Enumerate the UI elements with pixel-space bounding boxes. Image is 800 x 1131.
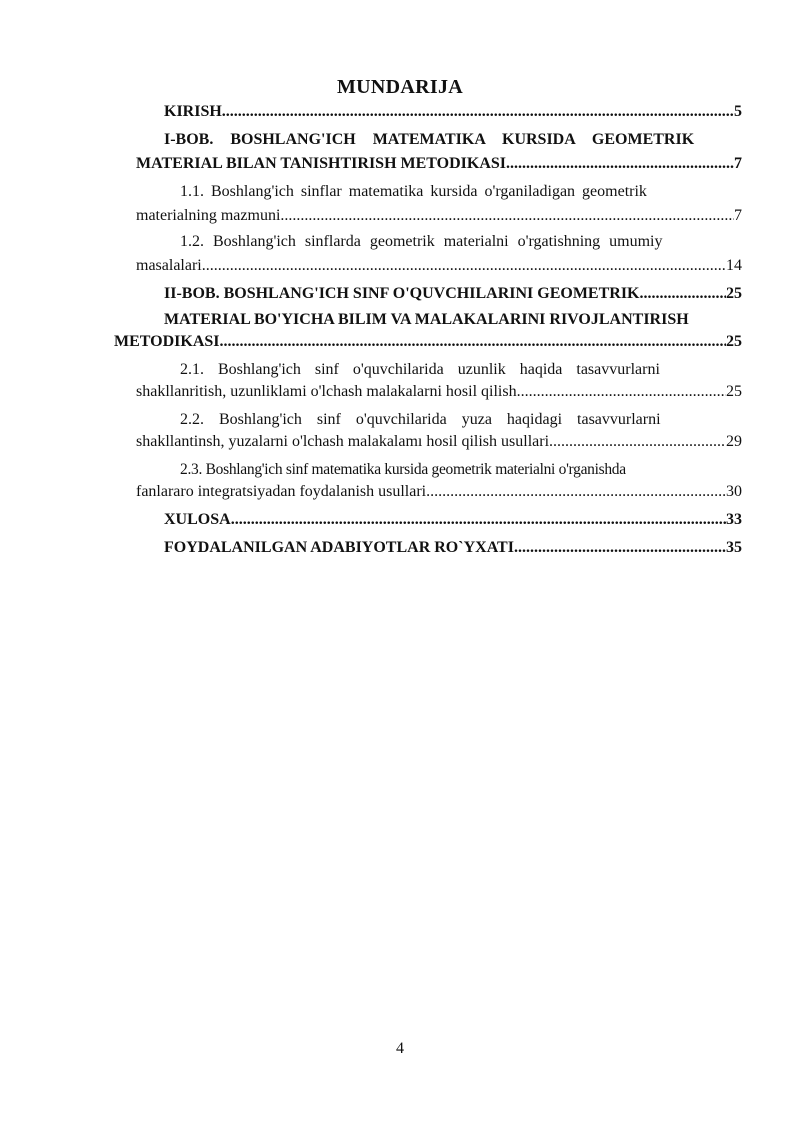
toc-page-number: 5 <box>734 103 742 120</box>
toc-page-number: 25 <box>726 383 742 400</box>
toc-leader-dots <box>222 100 734 124</box>
toc-entry-s11-line2[interactable] <box>136 204 742 228</box>
toc-entry-s23-line2[interactable] <box>136 480 742 504</box>
toc-entry-text: KIRISH <box>164 103 222 120</box>
toc-entry-bob2b-line1[interactable] <box>136 308 742 332</box>
page-number: 4 <box>396 1040 404 1057</box>
toc-entry-text: II-BOB. BOSHLANG'ICH SINF O'QUVCHILARINI GEOMETRIK <box>164 285 640 302</box>
toc-leader-dots <box>202 254 726 278</box>
toc-entry-s12-line2[interactable] <box>136 254 742 278</box>
toc-entry-s21-line2[interactable] <box>136 380 742 404</box>
toc-entry-text: FOYDALANILGAN ADABIYOTLAR RO`YXATI <box>164 539 514 556</box>
toc-page-number: 7 <box>734 155 742 172</box>
toc-leader-dots <box>514 536 726 560</box>
toc-page-number: 30 <box>726 483 742 500</box>
toc-entry-bob1-line1[interactable] <box>136 128 742 152</box>
toc-entry-s12-line1[interactable] <box>136 230 742 254</box>
toc-entry-text: 2.2. Boshlang'ich sinf o'quvchilarida yuza haqidagi tasavvurlarni <box>180 411 661 428</box>
toc-page-number: 14 <box>726 257 742 274</box>
toc-entry-s22-line1[interactable] <box>136 408 742 432</box>
toc-page-number: 29 <box>726 433 742 450</box>
toc-entry-text: shakllantinsh, yuzalarni o'lchash malakalamı hosil qilish usullari <box>136 433 550 450</box>
toc-entry-s11-line1[interactable] <box>136 180 742 204</box>
toc-entry-text: MATERIAL BILAN TANISHTIRISH METODIKASI <box>136 155 507 172</box>
toc-entry-text: 2.3. Boshlang'ich sinf matematika kursida geometrik materialni o'rganishda <box>180 461 626 478</box>
toc-entry-text: materialning mazmuni <box>136 207 281 224</box>
toc-entry-text: I-BOB. BOSHLANG'ICH MATEMATIKA KURSIDA GEOMETRIK <box>164 131 695 148</box>
toc-entry-text: 1.1. Boshlang'ich sinflar matematika kursida o'rganiladigan geometrik <box>180 183 647 200</box>
toc-entry-xulosa[interactable] <box>136 508 742 532</box>
page-title: MUNDARIJA <box>336 76 464 98</box>
toc-leader-dots <box>220 330 726 354</box>
toc-entry-bob1-line2[interactable] <box>136 152 742 176</box>
toc-entry-bob2b-line2[interactable] <box>114 330 742 354</box>
toc-entry-s21-line1[interactable] <box>136 358 742 382</box>
toc-leader-dots <box>639 282 726 306</box>
toc-leader-dots <box>426 480 726 504</box>
toc-entry-text: 1.2. Boshlang'ich sinflarda geometrik materialni o'rgatishning umumiy <box>180 233 663 250</box>
toc-leader-dots <box>506 152 734 176</box>
toc-entry-text: METODIKASI <box>114 333 220 350</box>
toc-entry-s23-line1[interactable] <box>136 458 742 482</box>
toc-entry-text: masalalari <box>136 257 202 274</box>
toc-entry-bob2a[interactable] <box>136 282 742 306</box>
toc-entry-text: fanlararo integratsiyadan foydalanish usullari <box>136 483 427 500</box>
toc-entry-s22-line2[interactable] <box>136 430 742 454</box>
toc-leader-dots <box>517 380 726 404</box>
toc-entry-text: MATERIAL BO'YICHA BILIM VA MALAKALARINI RIVOJLANTIRISH <box>164 311 689 328</box>
toc-entry-adabiyot[interactable] <box>136 536 742 560</box>
toc-entry-text: shakllanritish, uzunliklami o'lchash malakalarni hosil qilish <box>136 383 517 400</box>
toc-page-number: 35 <box>726 539 742 556</box>
toc-leader-dots <box>231 508 726 532</box>
toc-page-number: 25 <box>726 333 742 350</box>
toc-entry-text: 2.1. Boshlang'ich sinf o'quvchilarida uzunlik haqida tasavvurlarni <box>180 361 660 378</box>
toc-page-number: 7 <box>734 207 742 224</box>
toc-entry-text: XULOSA <box>164 511 231 528</box>
toc-leader-dots <box>280 204 734 228</box>
toc-page-number: 33 <box>726 511 742 528</box>
toc-page-number: 25 <box>726 285 742 302</box>
toc-entry-kirish[interactable] <box>136 100 742 124</box>
toc-leader-dots <box>549 430 726 454</box>
